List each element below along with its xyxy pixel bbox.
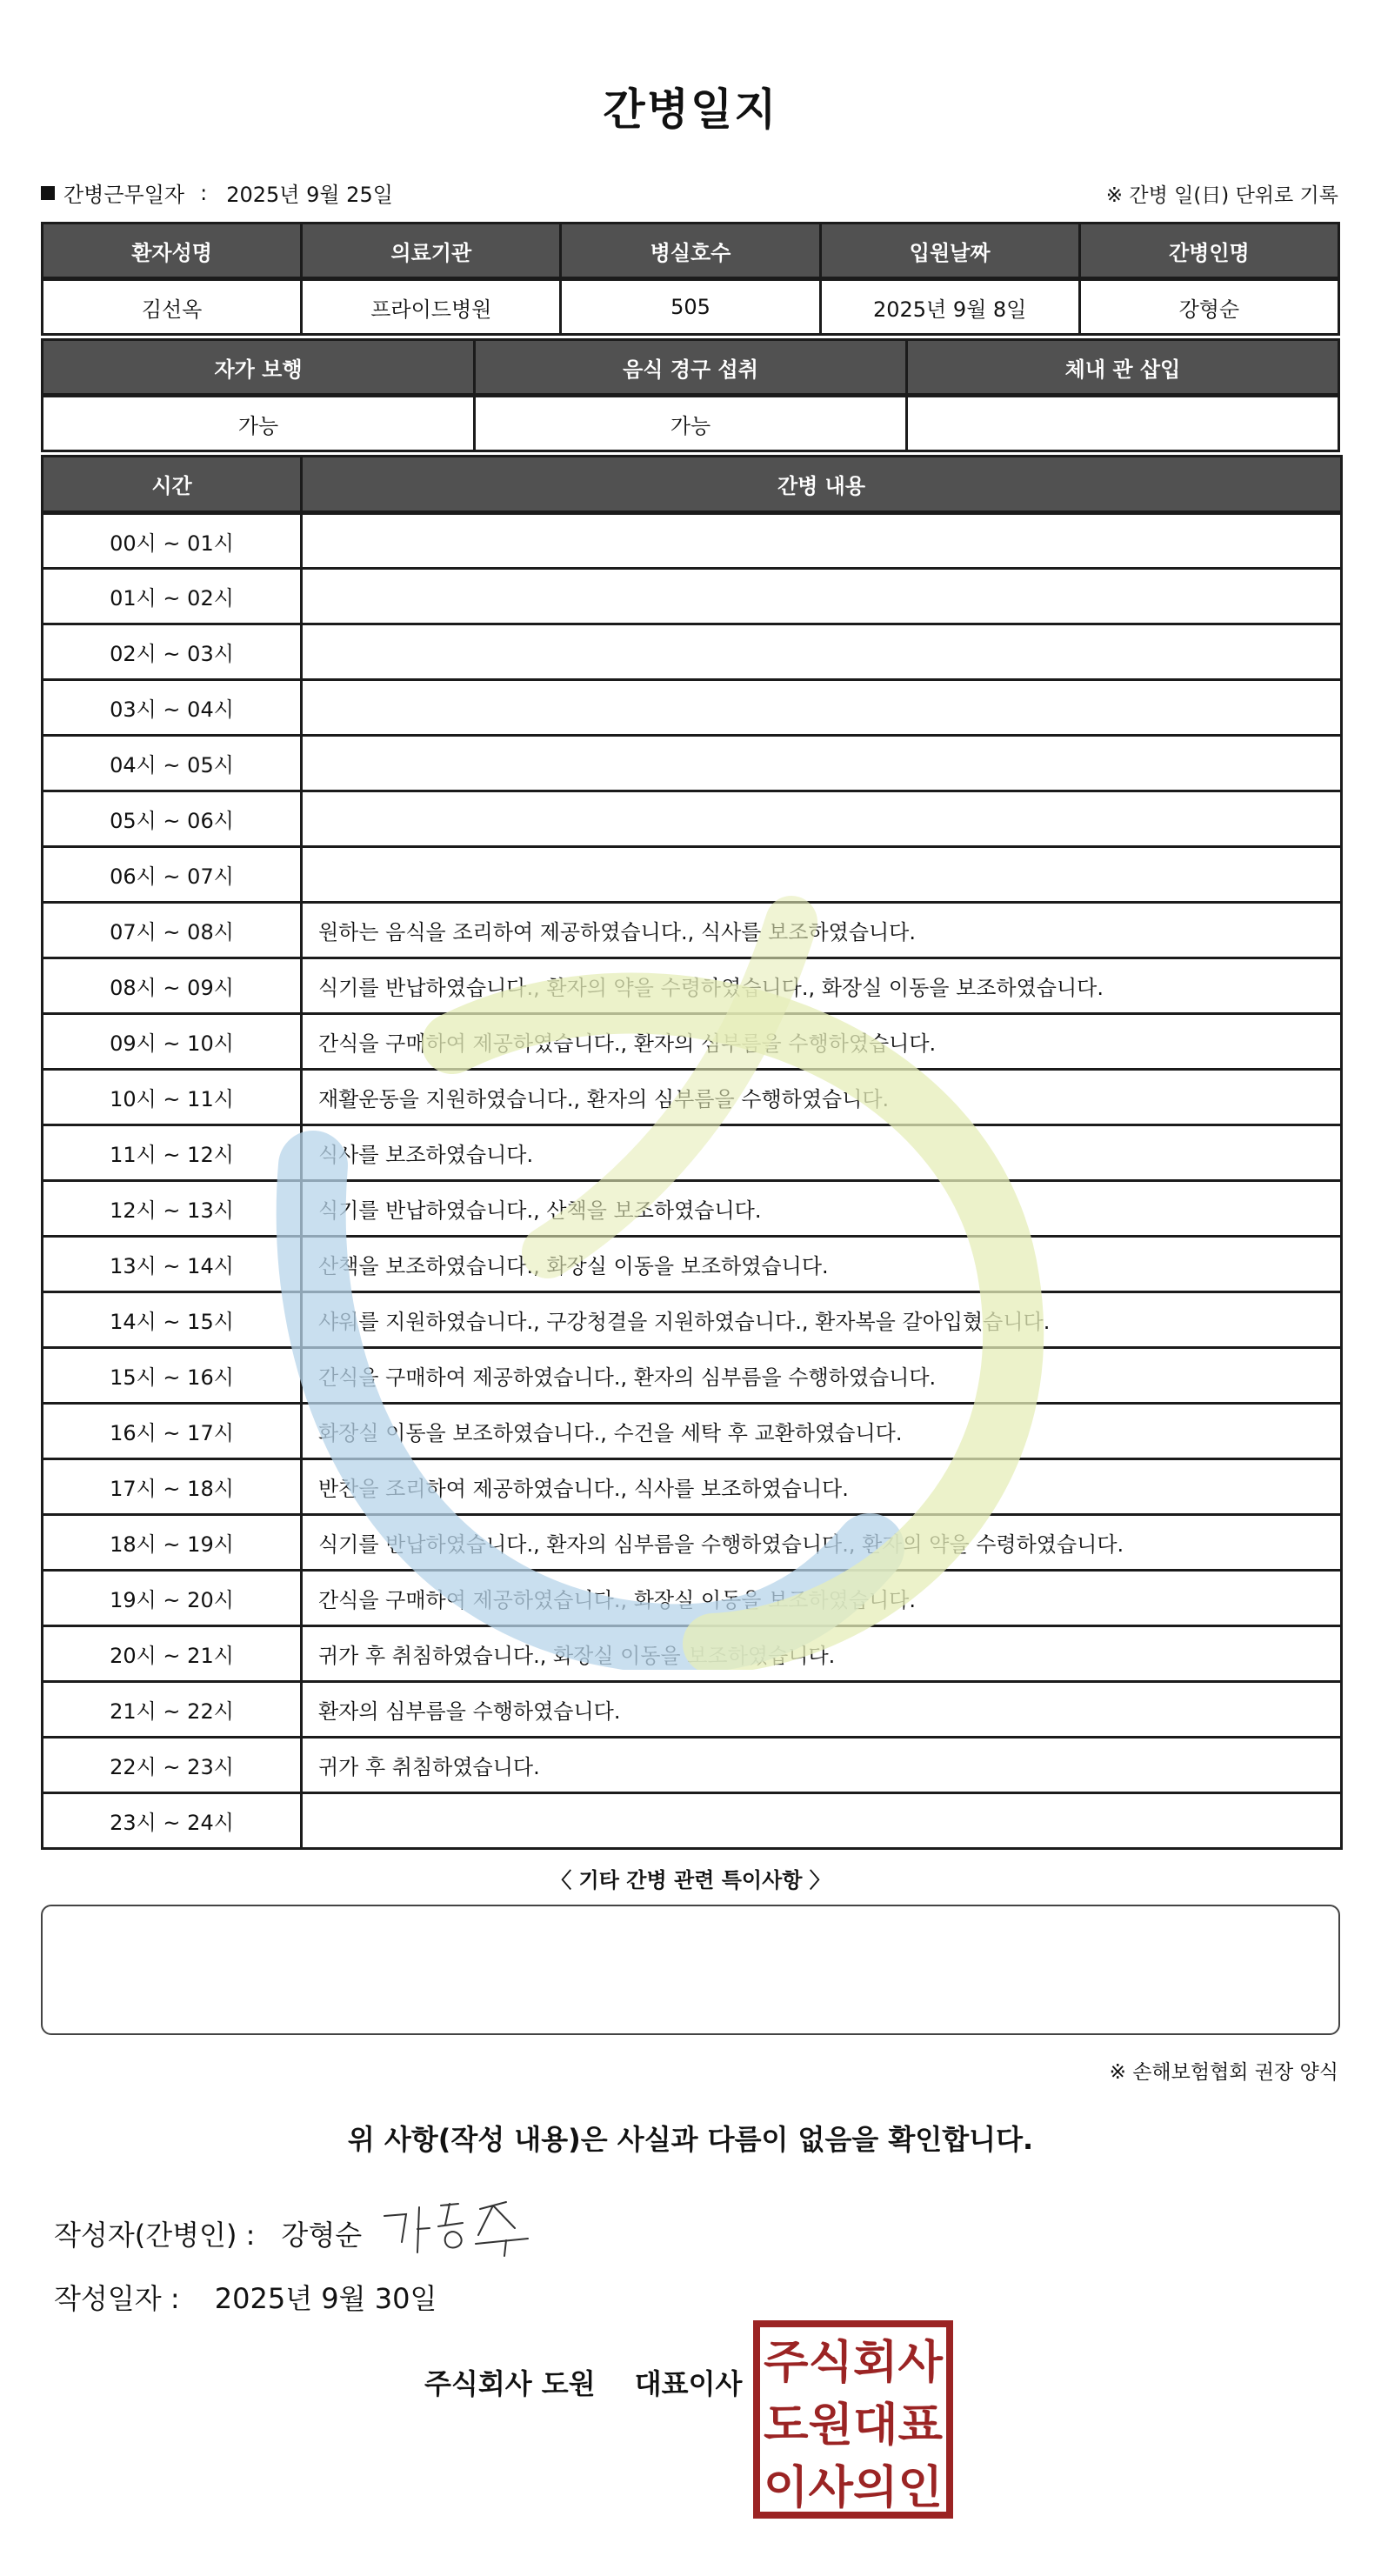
care-content-cell: 산책을 보조하였습니다., 화장실 이동을 보조하였습니다.	[302, 1237, 1342, 1292]
seal-text-line: 주식회사	[764, 2337, 944, 2389]
table-row	[43, 1626, 1342, 1682]
care-content-cell: 환자의 심부름을 수행하였습니다.	[302, 1682, 1342, 1738]
work-date-line	[41, 177, 393, 208]
header-admission-date: 입원날짜	[820, 224, 1079, 279]
written-date-line	[54, 2277, 437, 2317]
header-care-content: 간병 내용	[302, 457, 1342, 513]
table-row	[43, 736, 1342, 791]
care-content-cell: 간식을 구매하여 제공하였습니다., 환자의 심부름을 수행하였습니다.	[302, 1348, 1342, 1404]
table-row	[43, 1348, 1342, 1404]
table-row	[43, 847, 1342, 903]
header-patient-name: 환자성명	[43, 224, 302, 279]
special-notes-title: 〈 기타 간병 관련 특이사항 〉	[550, 1868, 831, 1892]
time-slot-cell: 08시 ~ 09시	[43, 958, 302, 1014]
header-self-walking: 자가 보행	[43, 340, 475, 396]
handwritten-signature-icon	[376, 2190, 550, 2259]
time-slot-cell: 07시 ~ 08시	[43, 903, 302, 958]
care-content-cell	[302, 1793, 1342, 1849]
care-content-cell: 재활운동을 지원하였습니다., 환자의 심부름을 수행하였습니다.	[302, 1070, 1342, 1125]
time-slot-cell: 20시 ~ 21시	[43, 1626, 302, 1682]
table-row	[43, 1738, 1342, 1793]
table-row	[43, 958, 1342, 1014]
table-row	[43, 1237, 1342, 1292]
care-log-table	[41, 455, 1343, 1850]
header-caregiver-name: 간병인명	[1079, 224, 1338, 279]
table-row	[43, 624, 1342, 680]
time-slot-cell: 09시 ~ 10시	[43, 1014, 302, 1070]
time-slot-cell: 14시 ~ 15시	[43, 1292, 302, 1348]
association-form-note: ※ 손해보험협회 권장 양식	[1109, 2061, 1338, 2084]
time-slot-cell: 02시 ~ 03시	[43, 624, 302, 680]
table-row	[43, 513, 1342, 569]
header-time: 시간	[43, 457, 302, 513]
table-row	[43, 1459, 1342, 1515]
confirmation-statement: 위 사항(작성 내용)은 사실과 다름이 없음을 확인합니다.	[347, 2123, 1034, 2156]
header-tube-insertion: 체내 관 삽입	[907, 340, 1339, 396]
time-slot-cell: 05시 ~ 06시	[43, 791, 302, 847]
time-slot-cell: 21시 ~ 22시	[43, 1682, 302, 1738]
header-room-number: 병실호수	[561, 224, 820, 279]
table-row	[43, 1014, 1342, 1070]
company-seal-icon	[753, 2320, 953, 2519]
table-row	[43, 903, 1342, 958]
care-content-cell: 귀가 후 취침하였습니다., 화장실 이동을 보조하였습니다.	[302, 1626, 1342, 1682]
care-content-cell	[302, 624, 1342, 680]
daily-record-note: ※ 간병 일(日) 단위로 기록	[1105, 184, 1338, 207]
time-slot-cell: 10시 ~ 11시	[43, 1070, 302, 1125]
oral-intake-value: 가능	[475, 396, 907, 451]
time-slot-cell: 23시 ~ 24시	[43, 1793, 302, 1849]
table-row	[43, 1070, 1342, 1125]
patient-name: 김선옥	[43, 279, 302, 335]
care-content-cell: 간식을 구매하여 제공하였습니다., 환자의 심부름을 수행하였습니다.	[302, 1014, 1342, 1070]
table-row	[43, 1125, 1342, 1181]
writer-label: 작성자(간병인) :	[54, 2219, 256, 2252]
care-content-cell: 식사를 보조하였습니다.	[302, 1125, 1342, 1181]
care-content-cell	[302, 736, 1342, 791]
care-content-cell	[302, 680, 1342, 736]
caregiver-name: 강형순	[1079, 279, 1338, 335]
self-walking-value: 가능	[43, 396, 475, 451]
seal-text-line: 이사의인	[764, 2462, 943, 2514]
writer-name: 강형순	[281, 2219, 363, 2252]
care-content-cell: 귀가 후 취침하였습니다.	[302, 1738, 1342, 1793]
table-row	[43, 680, 1342, 736]
care-content-cell: 간식을 구매하여 제공하였습니다., 화장실 이동을 보조하였습니다.	[302, 1571, 1342, 1626]
time-slot-cell: 11시 ~ 12시	[43, 1125, 302, 1181]
time-slot-cell: 18시 ~ 19시	[43, 1515, 302, 1571]
document-title: 간병일지	[603, 84, 778, 135]
time-slot-cell: 04시 ~ 05시	[43, 736, 302, 791]
time-slot-cell: 03시 ~ 04시	[43, 680, 302, 736]
care-content-cell: 반찬을 조리하여 제공하였습니다., 식사를 보조하였습니다.	[302, 1459, 1342, 1515]
table-row	[43, 1181, 1342, 1237]
care-content-cell: 식기를 반납하였습니다., 환자의 약을 수령하였습니다., 화장실 이동을 보조하였습니다.	[302, 958, 1342, 1014]
table-row	[43, 569, 1342, 624]
care-content-cell: 식기를 반납하였습니다., 환자의 심부름을 수행하였습니다., 환자의 약을 수령하였습니다.	[302, 1515, 1342, 1571]
square-bullet-icon	[41, 186, 55, 200]
header-oral-intake: 음식 경구 섭취	[475, 340, 907, 396]
written-date-value: 2025년 9월 30일	[214, 2282, 437, 2315]
care-content-cell	[302, 569, 1342, 624]
time-slot-cell: 01시 ~ 02시	[43, 569, 302, 624]
care-content-cell: 식기를 반납하였습니다., 산책을 보조하였습니다.	[302, 1181, 1342, 1237]
care-content-cell: 원하는 음식을 조리하여 제공하였습니다., 식사를 보조하였습니다.	[302, 903, 1342, 958]
care-content-cell	[302, 513, 1342, 569]
table-row	[43, 1793, 1342, 1849]
time-slot-cell: 19시 ~ 20시	[43, 1571, 302, 1626]
table-row	[43, 791, 1342, 847]
time-slot-cell: 16시 ~ 17시	[43, 1404, 302, 1459]
care-content-cell	[302, 847, 1342, 903]
work-date-label: 간병근무일자	[63, 183, 185, 207]
table-row	[43, 1292, 1342, 1348]
care-content-cell: 샤워를 지원하였습니다., 구강청결을 지원하였습니다., 환자복을 갈아입혔습니다.	[302, 1292, 1342, 1348]
room-number: 505	[561, 279, 820, 335]
seal-text-line: 도원대표	[764, 2399, 943, 2452]
tube-insertion-value	[907, 396, 1339, 451]
table-row	[43, 1682, 1342, 1738]
written-date-label: 작성일자 :	[54, 2282, 180, 2315]
table-row	[43, 1571, 1342, 1626]
patient-info-table	[41, 222, 1340, 336]
table-row	[43, 1515, 1342, 1571]
time-slot-cell: 12시 ~ 13시	[43, 1181, 302, 1237]
care-content-cell: 화장실 이동을 보조하였습니다., 수건을 세탁 후 교환하였습니다.	[302, 1404, 1342, 1459]
company-line	[424, 2362, 742, 2402]
work-date-value: 2025년 9월 25일	[226, 183, 393, 207]
admission-date: 2025년 9월 8일	[820, 279, 1079, 335]
time-slot-cell: 15시 ~ 16시	[43, 1348, 302, 1404]
writer-line	[54, 2213, 362, 2253]
time-slot-cell: 00시 ~ 01시	[43, 513, 302, 569]
representative-title: 대표이사	[634, 2367, 743, 2400]
table-row	[43, 1404, 1342, 1459]
work-date-separator: :	[200, 180, 208, 205]
company-name: 주식회사 도원	[424, 2367, 596, 2400]
time-slot-cell: 06시 ~ 07시	[43, 847, 302, 903]
header-hospital: 의료기관	[302, 224, 561, 279]
time-slot-cell: 22시 ~ 23시	[43, 1738, 302, 1793]
care-content-cell	[302, 791, 1342, 847]
time-slot-cell: 13시 ~ 14시	[43, 1237, 302, 1292]
hospital-name: 프라이드병원	[302, 279, 561, 335]
special-notes-box	[41, 1905, 1340, 2035]
time-slot-cell: 17시 ~ 18시	[43, 1459, 302, 1515]
patient-status-table	[41, 338, 1340, 452]
